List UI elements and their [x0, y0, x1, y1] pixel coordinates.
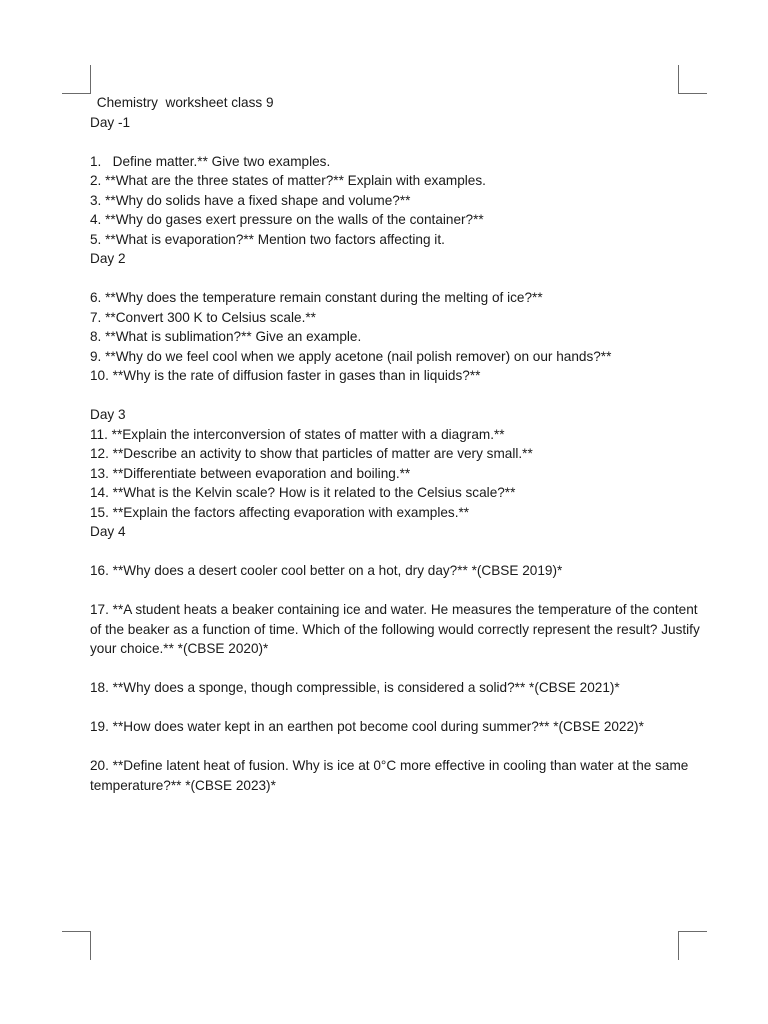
spacer — [90, 132, 710, 152]
crop-mark-top-right — [678, 65, 707, 94]
question: 2. **What are the three states of matter?** Explain with examples. — [90, 173, 486, 188]
question: 17. **A student heats a beaker containing ice and water. He measures the temperature of the content of the beaker as a function of time. Which of the following would correctly represent the result? Justify your choice.** *(CBSE 2020)* — [90, 602, 704, 656]
spacer — [90, 581, 710, 601]
question: 7. **Convert 300 K to Celsius scale.** — [90, 309, 316, 325]
day-label: Day -1 — [90, 114, 131, 130]
question: 15. **Explain the factors affecting evaporation with examples.** — [90, 504, 470, 520]
worksheet-title: Chemistry worksheet class 9 — [93, 95, 274, 110]
question: 20. **Define latent heat of fusion. Why is ice at 0°C more effective in cooling than water at the same temperature?** *(CBSE 2023)* — [90, 758, 693, 793]
question: 6. **Why does the temperature remain constant during the melting of ice?** — [90, 290, 543, 305]
question: 12. **Describe an activity to show that particles of matter are very small.** — [90, 446, 533, 461]
crop-mark-top-left — [62, 65, 91, 94]
question: 13. **Differentiate between evaporation and boiling.** — [90, 465, 411, 481]
spacer — [90, 737, 710, 757]
spacer — [90, 659, 710, 679]
question: 10. **Why is the rate of diffusion faster in gases than in liquids?** — [90, 368, 481, 383]
spacer — [90, 386, 710, 406]
question: 19. **How does water kept in an earthen pot become cool during summer?** *(CBSE 2022)* — [90, 719, 644, 734]
question: 11. **Explain the interconversion of states of matter with a diagram.** — [90, 426, 505, 442]
question: 16. **Why does a desert cooler cool better on a hot, dry day?** *(CBSE 2019)* — [90, 563, 563, 578]
question: 18. **Why does a sponge, though compressible, is considered a solid?** *(CBSE 2021)* — [90, 680, 620, 695]
question: 4. **Why do gases exert pressure on the walls of the container?** — [90, 212, 484, 227]
question: 3. **Why do solids have a fixed shape and volume?** — [90, 192, 411, 208]
question: 14. **What is the Kelvin scale? How is it related to the Celsius scale?** — [90, 485, 516, 500]
question: 5. **What is evaporation?** Mention two factors affecting it. — [90, 231, 445, 247]
day-label: Day 3 — [90, 407, 126, 422]
spacer — [90, 269, 710, 289]
spacer — [90, 542, 710, 562]
day-label: Day 4 — [90, 524, 126, 539]
crop-mark-bottom-right — [678, 931, 707, 960]
question: 9. **Why do we feel cool when we apply acetone (nail polish remover) on our hands?** — [90, 348, 612, 364]
worksheet-body — [90, 93, 710, 795]
question: 1. Define matter.** Give two examples. — [90, 153, 331, 169]
spacer — [90, 698, 710, 718]
crop-mark-bottom-left — [62, 931, 91, 960]
question: 8. **What is sublimation?** Give an example. — [90, 329, 362, 344]
day-label: Day 2 — [90, 251, 126, 266]
